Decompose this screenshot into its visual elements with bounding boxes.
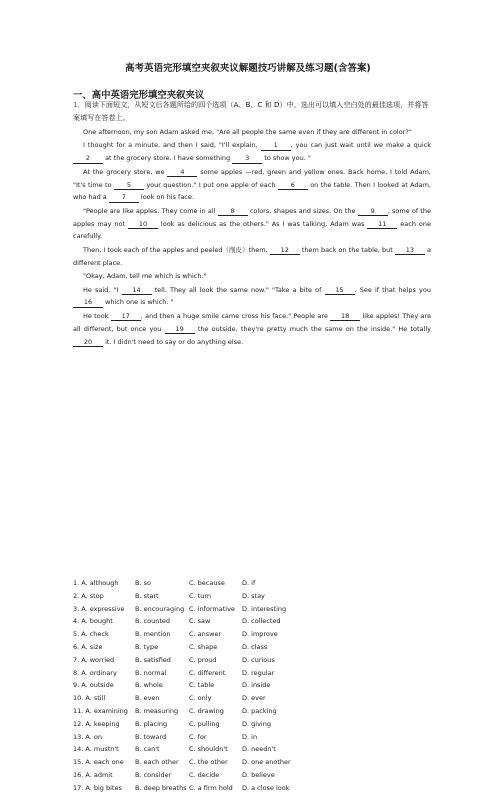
passage-text: colors, shapes and sizes. On the (247, 206, 358, 215)
passage-text: look on his face. (138, 193, 194, 202)
option-choice: D. curious (242, 655, 275, 664)
option-choice: C. the other (189, 758, 228, 767)
option-choice: D. class (242, 642, 268, 651)
passage-text: to show you. " (262, 154, 311, 163)
answer-blank: 17 (111, 312, 141, 322)
option-row (73, 718, 429, 731)
passage-text: like apples! They are all different, but once you (73, 311, 431, 333)
option-choice: C. saw (189, 617, 211, 626)
passage-text: at the grocery store. I have something (103, 154, 233, 163)
passage-text: tell. They all look the same now." "Take a bite of (151, 285, 325, 294)
option-choice: 1. A. although (73, 579, 119, 587)
option-row (73, 641, 429, 654)
option-choice: C. pulling (189, 719, 220, 728)
option-choice: 9. A. outside (73, 681, 114, 690)
passage-text: He took (83, 311, 111, 320)
passage-paragraph (73, 166, 431, 204)
passage-paragraph (73, 284, 431, 310)
passage-text: some apples —red, green and yellow ones. Back home, I told Adam, "It's time to (73, 167, 431, 189)
option-choice: 17. A. big bites (73, 783, 122, 792)
option-row (73, 577, 429, 590)
passage-text: Then, I took each of the apples and peeled（削皮）them, (83, 245, 270, 254)
answer-blank: 18 (330, 312, 360, 322)
answer-blank: 20 (73, 338, 103, 348)
passage-text: each one carefully. (73, 219, 432, 241)
option-choice: B. each other (135, 758, 179, 767)
option-choice: D. stay (242, 591, 265, 600)
option-choice: B. measuring (135, 706, 179, 715)
option-choice: D. believe (242, 770, 275, 779)
option-choice: D. giving (242, 719, 271, 728)
option-choice: C. answer (189, 630, 222, 639)
option-choice: C. drawing (189, 706, 224, 715)
option-choice: 10. A. still (73, 694, 106, 703)
answer-blank: 19 (165, 325, 195, 335)
cloze-passage (73, 126, 431, 349)
passage-paragraph (73, 139, 431, 165)
passage-text: , some of the apples may not (73, 206, 431, 228)
option-choice: 6. A. size (73, 642, 103, 651)
option-row (73, 603, 429, 616)
option-row (73, 679, 429, 692)
option-choice: B. so (135, 579, 151, 587)
answer-blank: 13 (395, 246, 425, 256)
passage-paragraph (73, 126, 431, 139)
option-choice: B. normal (135, 668, 167, 677)
option-choice: C. a firm hold (189, 783, 233, 792)
passage-text: look as delicious as the others." As I was talking, Adam was (158, 219, 368, 228)
answer-blank: 14 (122, 286, 152, 296)
passage-text: At the grocery store, we (83, 167, 168, 176)
passage-paragraph (73, 244, 431, 270)
option-choice: C. different (189, 668, 226, 677)
option-choice: D. in (242, 732, 258, 741)
option-choice: D. ever (242, 694, 266, 703)
option-choice: B. type (135, 642, 159, 651)
passage-text: One afternoon, my son Adam asked me, "Are all people the same even if they are different in color?" (83, 128, 412, 136)
option-choice: B. encouraging (135, 604, 185, 613)
passage-text: them back on the table, but (299, 245, 395, 254)
answer-blank: 2 (73, 154, 103, 164)
option-choice: 16. A. admit (73, 770, 113, 779)
passage-paragraph (73, 270, 431, 283)
option-choice: 3. A. expressive (73, 604, 125, 613)
passage-text: a different place. (73, 245, 431, 267)
option-row (73, 692, 429, 705)
passage-text: your question." I put one apple of each (143, 180, 278, 189)
answer-blank: 3 (232, 154, 262, 164)
option-row (73, 667, 429, 680)
option-choice: 2. A. stop (73, 591, 104, 600)
passage-paragraph (73, 310, 431, 348)
answer-blank: 4 (167, 168, 197, 178)
passage-text: , and then a huge smile came cross his face." People are (140, 311, 331, 320)
option-choice: B. whole (135, 681, 163, 690)
passage-text: . See if that helps you (354, 285, 431, 294)
instruction-text: 阅读下面短文，从短文后各题所给的四个选项（A、B、C 和 D）中，选出可以填入空白处的最佳选项，并将答案填写在答卷上。 (73, 100, 429, 122)
answer-blank: 11 (367, 220, 397, 230)
passage-text: I thought for a minute, and then I said, "I'll explain, (83, 141, 261, 150)
option-choice: C. table (189, 681, 215, 690)
question-instruction (73, 99, 429, 125)
option-choice: B. placing (135, 719, 168, 728)
option-choice: C. for (189, 732, 207, 741)
option-choice: B. consider (135, 770, 172, 779)
option-choice: B. satisfied (135, 655, 171, 664)
option-choice: C. informative (189, 604, 235, 613)
option-row (73, 628, 429, 641)
answer-blank: 7 (109, 193, 139, 203)
passage-paragraph (73, 205, 431, 243)
option-choice: B. toward (135, 732, 167, 741)
option-choice: 11. A. examining (73, 706, 128, 715)
option-row (73, 615, 429, 628)
option-row (73, 769, 429, 782)
option-choice: D. collected (242, 617, 281, 626)
passage-text: "People are like apples. They come in all (83, 206, 218, 215)
option-choice: D. interesting (242, 604, 287, 613)
passage-text: which one is which. " (103, 298, 174, 307)
answer-blank: 6 (278, 181, 308, 191)
option-choice: C. proud (189, 655, 217, 664)
passage-text: the outside, they're pretty much the same on the inside." He totally (194, 324, 431, 333)
option-choice: C. turn (189, 591, 212, 600)
passage-text: He said, "I (83, 285, 122, 294)
option-choice: B. mention (135, 630, 171, 639)
passage-text: "Okay, Adam, tell me which is which." (83, 272, 207, 281)
option-choice: 5. A. check (73, 630, 109, 639)
option-choice: 12. A. keeping (73, 719, 120, 728)
option-choice: C. shape (189, 642, 218, 651)
option-choice: B. start (135, 591, 159, 600)
option-choice: D. regular (242, 668, 275, 677)
answer-blank: 12 (270, 246, 300, 256)
passage-text: it. I didn't need to say or do anything else. (103, 337, 244, 346)
option-choice: D. one another (242, 758, 291, 767)
option-row (73, 743, 429, 756)
answer-blank: 1 (261, 141, 291, 151)
answer-options (73, 577, 429, 795)
option-row (73, 782, 429, 795)
option-choice: 15. A. each one (73, 758, 124, 767)
option-choice: B. can't (135, 745, 160, 754)
answer-blank: 9 (358, 207, 388, 217)
answer-blank: 5 (114, 181, 144, 191)
option-choice: B. counted (135, 617, 171, 626)
option-choice: 14. A. mustn't (73, 745, 119, 754)
document-title: 高考英语完形填空夹叙夹议解题技巧讲解及练习题(含答案) (125, 63, 371, 74)
answer-blank: 15 (325, 286, 355, 296)
passage-text: , you can just wait until we make a quick (290, 141, 432, 150)
section-heading: 一、高中英语完形填空夹叙夹议 (73, 90, 205, 101)
option-choice: 8. A. ordinary (73, 668, 117, 677)
option-row (73, 654, 429, 667)
option-choice: D. packing (242, 706, 277, 715)
option-choice: D. a close look (242, 783, 290, 792)
option-choice: C. decide (189, 770, 220, 779)
option-choice: D. inside (242, 681, 271, 690)
option-choice: C. only (189, 694, 212, 703)
option-choice: D. needn't (242, 745, 276, 754)
option-choice: 4. A. bought (73, 617, 113, 626)
question-number: 1． (73, 100, 85, 109)
answer-blank: 10 (128, 220, 158, 230)
option-choice: C. shouldn't (189, 745, 228, 754)
passage-text: on the table. Then I looked at Adam, who had a (73, 180, 431, 202)
answer-blank: 16 (73, 298, 103, 308)
option-choice: D. improve (242, 630, 278, 639)
option-choice: B. deep breaths (135, 783, 187, 792)
option-row (73, 705, 429, 718)
option-choice: B. even (135, 694, 160, 703)
option-row (73, 756, 429, 769)
option-choice: 13. A. on (73, 732, 102, 741)
option-choice: 7. A. worried (73, 655, 115, 664)
option-row (73, 590, 429, 603)
option-choice: D. if (242, 579, 256, 587)
option-choice: C. because (189, 579, 225, 587)
option-row (73, 731, 429, 744)
answer-blank: 8 (218, 207, 248, 217)
